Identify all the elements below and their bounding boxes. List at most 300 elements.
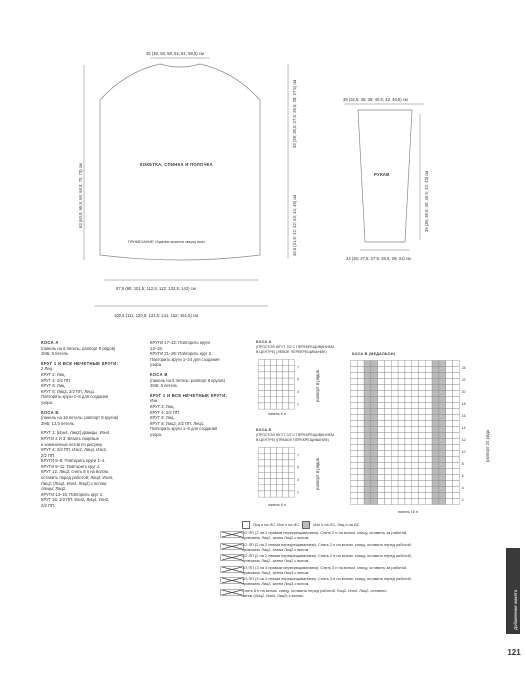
chart-cell	[398, 373, 405, 379]
legend-item-cont: затем (Лиц2, Изн4, Лиц2) с вспом.	[242, 592, 304, 598]
chart-cell	[357, 427, 364, 433]
chart-cell	[398, 493, 405, 499]
chart-cell	[283, 366, 289, 372]
chart-cell	[283, 479, 289, 485]
instruction-line: 2/2 ПП.	[41, 452, 56, 458]
chart-cell	[364, 445, 371, 451]
knit-swatch	[242, 521, 250, 529]
chart-cell	[289, 403, 295, 409]
chart-cell	[405, 475, 412, 481]
row-number: 20	[461, 390, 466, 394]
chart-cell	[351, 379, 358, 385]
chart-cell	[446, 403, 453, 409]
chart-cell	[405, 403, 412, 409]
chart-cell	[453, 379, 460, 385]
chart-cell	[439, 421, 446, 427]
chart-c-grid	[350, 360, 480, 508]
chart-cell	[364, 469, 371, 475]
chart-cell	[371, 439, 378, 445]
chart-cell	[351, 499, 358, 505]
chart-cell	[412, 475, 419, 481]
instruction-line: Повторить круги 1–24 для создания	[150, 356, 220, 362]
chart-cell	[405, 481, 412, 487]
chart-cell	[405, 451, 412, 457]
chart-cell	[453, 361, 460, 367]
chart-a-repeat: раппорт 8 рядов	[315, 370, 320, 402]
chart-cell	[425, 367, 432, 373]
chart-cell	[357, 457, 364, 463]
chart-cell	[432, 451, 439, 457]
chart-cell	[412, 493, 419, 499]
chart-cell	[357, 487, 364, 493]
chart-cell	[446, 367, 453, 373]
chart-cell	[357, 391, 364, 397]
chart-c-panel: панель 16 п	[398, 510, 418, 514]
chart-cell	[357, 469, 364, 475]
chart-cell	[432, 481, 439, 487]
chart-cell	[398, 397, 405, 403]
chart-cell	[439, 385, 446, 391]
chart-cell	[432, 493, 439, 499]
chart-cell	[378, 469, 385, 475]
chart-cell	[364, 451, 371, 457]
legend-item: Снять 6 п на вспом. спицу, оставить перед работой, Лиц2, Изн4, Лиц2, оставить,	[242, 587, 388, 593]
chart-cell	[405, 421, 412, 427]
chart-cell	[289, 360, 295, 366]
chart-cell	[385, 397, 392, 403]
chart-cell	[271, 448, 277, 454]
chart-cell	[385, 493, 392, 499]
chart-cell	[453, 487, 460, 493]
chart-cell	[357, 379, 364, 385]
chart-cell	[391, 451, 398, 457]
chart-cell	[378, 481, 385, 487]
chart-cell	[446, 385, 453, 391]
chart-cell	[385, 451, 392, 457]
chart-cell	[364, 397, 371, 403]
row-number: 7	[297, 453, 299, 458]
chart-cell	[398, 379, 405, 385]
chart-cell	[419, 481, 426, 487]
instruction-line: спицы; Лиц2.	[41, 486, 67, 492]
chart-cell	[378, 397, 385, 403]
chart-cell	[391, 397, 398, 403]
chart-cell	[271, 460, 277, 466]
chart-cell	[439, 439, 446, 445]
chart-cell	[398, 427, 405, 433]
instruction-line: (панель на 6 петель; раппорт 8 кругов)	[150, 377, 225, 383]
chart-cell	[453, 445, 460, 451]
cable-symbol-icon	[220, 589, 244, 596]
chart-cell	[259, 397, 265, 403]
row-number: 1	[297, 402, 299, 407]
chart-cell	[385, 427, 392, 433]
row-number: 12	[461, 438, 466, 442]
chart-cell	[271, 384, 277, 390]
chart-cell	[385, 469, 392, 475]
chart-cell	[419, 445, 426, 451]
instruction-line: оставить перед работой; Лиц2, Изн4,	[41, 475, 114, 481]
chart-b-subtitle-2: В ЦЕНТРЕ) (ПРАВОЕ ПЕРЕКРЕЩИВАНИЕ)	[256, 438, 330, 442]
chart-cell	[364, 439, 371, 445]
chart-a-subtitle-1: (ПРОСТОЙ ЖГУТ 2/2 С ПЕРЕКРЕЩИВАНИЕМ	[256, 345, 334, 349]
chart-cell	[419, 391, 426, 397]
chart-cell	[271, 491, 277, 497]
chart-cell	[283, 384, 289, 390]
chart-cell	[283, 466, 289, 472]
purl-swatch	[302, 521, 310, 529]
chart-cell	[453, 397, 460, 403]
chart-cell	[439, 361, 446, 367]
chart-cell	[398, 385, 405, 391]
chart-cell	[419, 367, 426, 373]
chart-cell	[283, 485, 289, 491]
chart-cell	[283, 397, 289, 403]
chart-cell	[412, 373, 419, 379]
chart-cell	[364, 487, 371, 493]
chart-cell	[419, 397, 426, 403]
chart-cell	[446, 433, 453, 439]
chart-cell	[419, 463, 426, 469]
chart-cell	[425, 481, 432, 487]
chart-cell	[378, 373, 385, 379]
chart-cell	[371, 373, 378, 379]
chart-cell	[265, 466, 271, 472]
chart-cell	[412, 415, 419, 421]
chart-cell	[432, 499, 439, 505]
chart-cell	[385, 409, 392, 415]
chart-cell	[432, 487, 439, 493]
chart-cell	[412, 409, 419, 415]
chart-cell	[357, 361, 364, 367]
chart-cell	[432, 379, 439, 385]
chart-cell	[398, 475, 405, 481]
chart-cell	[259, 479, 265, 485]
row-number: 14	[461, 426, 466, 430]
legend-item-cont: провязать Лиц2, затем Лиц2 с вспом.	[242, 535, 310, 540]
chart-cell	[419, 451, 426, 457]
chart-cell	[453, 481, 460, 487]
chart-cell	[412, 385, 419, 391]
chart-cell	[259, 391, 265, 397]
chart-cell	[357, 415, 364, 421]
chart-cell	[412, 487, 419, 493]
chart-cell	[271, 485, 277, 491]
chart-cell	[277, 384, 283, 390]
chart-cell	[412, 457, 419, 463]
chart-cell	[432, 457, 439, 463]
chart-cell	[271, 391, 277, 397]
chart-cell	[453, 499, 460, 505]
instruction-line: Повторить круги 1–8 для создания	[150, 426, 218, 432]
chart-cell	[371, 409, 378, 415]
chart-cell	[371, 463, 378, 469]
chart-cell	[405, 439, 412, 445]
chart-cell	[277, 366, 283, 372]
chart-cell	[351, 409, 358, 415]
chart-cell	[265, 460, 271, 466]
instruction-line: КРУГ 1: [Изн4, Лиц2] дважды, Изн4.	[41, 430, 111, 436]
instruction-line: КРУГ 2: Лиц.	[150, 403, 175, 409]
chart-cell	[391, 469, 398, 475]
row-number: 7	[297, 365, 299, 370]
chart-cell	[446, 487, 453, 493]
chart-cell	[289, 448, 295, 454]
chart-cell	[419, 439, 426, 445]
direction-note: ПРИМЕЧАНИЕ: Изделие вяжется сверху вниз	[128, 240, 205, 244]
chart-cell	[371, 445, 378, 451]
chart-cell	[385, 445, 392, 451]
chart-cell	[351, 481, 358, 487]
chart-cell	[385, 385, 392, 391]
chart-cell	[405, 373, 412, 379]
chart-cell	[419, 361, 426, 367]
chart-cell	[378, 457, 385, 463]
chart-cell	[364, 409, 371, 415]
chart-cell	[385, 487, 392, 493]
chart-cell	[425, 487, 432, 493]
chart-a-grid	[258, 359, 306, 411]
chart-cell	[432, 367, 439, 373]
chart-cell	[453, 427, 460, 433]
chart-cell	[351, 457, 358, 463]
chart-cell	[405, 463, 412, 469]
chart-cell	[453, 493, 460, 499]
legend-item: 3/3 ПП (3 на 3 правым перекрещиванием): Снять 3 п на вспом. спицу, оставить за работой,	[242, 564, 408, 570]
chart-cell	[439, 397, 446, 403]
instruction-line: КРУГИ 17–22: Повторить круги	[150, 340, 210, 345]
chart-cell	[277, 372, 283, 378]
chart-cell	[385, 367, 392, 373]
chart-cell	[425, 415, 432, 421]
chart-cell	[398, 463, 405, 469]
chart-b-repeat: раппорт 8 рядов	[315, 458, 320, 490]
chart-cell	[419, 403, 426, 409]
chart-cell	[412, 421, 419, 427]
chart-cell	[405, 433, 412, 439]
chart-cell	[289, 391, 295, 397]
chart-cell	[357, 445, 364, 451]
chart-cell	[364, 427, 371, 433]
chart-cell	[398, 391, 405, 397]
section-heading: КРУГ 1 И ВСЕ НЕЧЕТНЫЕ КРУГИ:	[150, 392, 228, 398]
instruction-line: ЗНБ: 12,5 петель	[41, 420, 75, 426]
legend-item-cont: провязать Лиц2, затем Лиц2 с вспом.	[242, 546, 310, 552]
chart-cell	[419, 487, 426, 493]
chart-c-repeat: раппорт 24 ряда	[485, 430, 490, 462]
chart-cell	[432, 439, 439, 445]
chart-cell	[378, 403, 385, 409]
chart-cell	[371, 397, 378, 403]
chart-cell	[265, 403, 271, 409]
chart-cell	[432, 421, 439, 427]
chart-cell	[425, 445, 432, 451]
chart-cell	[446, 439, 453, 445]
chart-cell	[453, 385, 460, 391]
chart-cell	[289, 466, 295, 472]
chart-cell	[289, 454, 295, 460]
chart-cell	[378, 415, 385, 421]
chart-cell	[405, 379, 412, 385]
chart-cell	[371, 415, 378, 421]
chart-cell	[277, 466, 283, 472]
chart-cell	[405, 427, 412, 433]
instruction-line: КРУГ 8: Лиц2, 2/2 ПП, Лиц1.	[41, 388, 96, 394]
chart-cell	[425, 469, 432, 475]
chart-a-title: КОСА А	[256, 340, 272, 344]
row-number: 4	[461, 486, 464, 490]
chart-cell	[385, 433, 392, 439]
chart-cell	[419, 385, 426, 391]
chart-cell	[265, 448, 271, 454]
chart-cell	[412, 367, 419, 373]
cable-symbol-icon	[220, 531, 244, 538]
instruction-line: Изн.	[150, 398, 159, 404]
chart-cell	[283, 491, 289, 497]
chart-cell	[378, 445, 385, 451]
legend-purl: Изн п на ЛС, Лиц п на ИС	[313, 522, 360, 528]
chart-cell	[405, 445, 412, 451]
chart-cell	[432, 385, 439, 391]
chart-cell	[371, 391, 378, 397]
chart-cell	[432, 463, 439, 469]
chart-cell	[259, 384, 265, 390]
chart-cell	[398, 367, 405, 373]
chart-cell	[351, 493, 358, 499]
chart-cell	[439, 403, 446, 409]
chart-cell	[259, 472, 265, 478]
chart-cell	[446, 409, 453, 415]
chart-cell	[265, 491, 271, 497]
chart-cell	[357, 475, 364, 481]
chart-cell	[283, 391, 289, 397]
chart-cell	[277, 485, 283, 491]
chart-cell	[351, 439, 358, 445]
chart-cell	[351, 427, 358, 433]
chart-b-subtitle-1: (ПРОСТОЙ ЖГУТ 2/2 С ПЕРЕКРЕЩИВАНИЕМ	[256, 433, 334, 437]
row-number: 16	[461, 414, 466, 418]
chart-cell	[432, 469, 439, 475]
chart-cell	[446, 379, 453, 385]
row-number: 3	[297, 478, 299, 483]
chart-cell	[425, 421, 432, 427]
chart-cell	[432, 433, 439, 439]
chart-cell	[391, 493, 398, 499]
section-heading: КОСА Б	[41, 409, 59, 415]
chart-cell	[385, 379, 392, 385]
chart-cell	[432, 409, 439, 415]
chart-cell	[412, 361, 419, 367]
chart-cell	[432, 445, 439, 451]
chart-cell	[371, 499, 378, 505]
chart-cell	[357, 367, 364, 373]
chart-cell	[371, 361, 378, 367]
chart-cell	[271, 372, 277, 378]
chart-cell	[371, 421, 378, 427]
chart-cell	[277, 460, 283, 466]
chart-cell	[271, 366, 277, 372]
chart-cell	[378, 487, 385, 493]
chart-cell	[398, 403, 405, 409]
chart-cell	[283, 472, 289, 478]
chart-cell	[453, 373, 460, 379]
side-tab-text: Добавление жакета	[513, 589, 518, 630]
chart-cell	[271, 360, 277, 366]
legend-item: 2/2 ЛП (2 на 2 левым перекрещиванием): Снять 2 п на вспом. спицу, оставить перед работой,	[242, 541, 412, 547]
chart-cell	[378, 385, 385, 391]
chart-cell	[412, 481, 419, 487]
chart-cell	[378, 367, 385, 373]
chart-cell	[439, 427, 446, 433]
chart-cell	[446, 493, 453, 499]
chart-cell	[432, 427, 439, 433]
chart-cell	[439, 373, 446, 379]
chart-cell	[265, 360, 271, 366]
chart-cell	[351, 421, 358, 427]
chart-cell	[378, 409, 385, 415]
chart-cell	[412, 499, 419, 505]
chart-cell	[385, 457, 392, 463]
chart-cell	[265, 372, 271, 378]
chart-cell	[351, 373, 358, 379]
chart-cell	[412, 445, 419, 451]
chart-cell	[412, 403, 419, 409]
chart-cell	[446, 475, 453, 481]
chart-cell	[398, 457, 405, 463]
instruction-line: КРУГИ 9–11: Повторить круг 2.	[41, 463, 101, 469]
legend-item: 2/2 ЛП (2 на 2 левым перекрещиванием): Снять 2 п на вспом. спицу, оставить перед работой,	[242, 553, 412, 558]
chart-cell	[351, 463, 358, 469]
instruction-line: ЗНБ: 5 петель	[41, 351, 69, 357]
chart-cell	[265, 485, 271, 491]
chart-cell	[357, 433, 364, 439]
chart-cell	[405, 391, 412, 397]
chart-cell	[453, 457, 460, 463]
chart-cell	[412, 391, 419, 397]
chart-cell	[453, 463, 460, 469]
chart-cell	[391, 475, 398, 481]
instruction-line: Повторять круги 1–8 для создания	[41, 394, 109, 400]
chart-cell	[385, 475, 392, 481]
chart-cell	[283, 378, 289, 384]
chart-cell	[419, 433, 426, 439]
instruction-line: (панель на 16 петель; раппорт 8 кругов)	[41, 415, 119, 421]
chart-cell	[439, 481, 446, 487]
chart-cell	[283, 403, 289, 409]
instruction-line: КРУГ 2: Лиц.	[41, 371, 66, 377]
chart-cell	[405, 469, 412, 475]
chart-cell	[446, 451, 453, 457]
instruction-line: 13–18.	[150, 345, 163, 351]
section-heading: КОСА В	[150, 371, 168, 377]
chart-cell	[412, 469, 419, 475]
chart-cell	[419, 421, 426, 427]
chart-cell	[385, 415, 392, 421]
legend-knit: Лиц п на ЛС, Изн п на ИС	[253, 522, 300, 528]
instruction-line: 2/2 ПП.	[41, 503, 56, 509]
chart-cell	[357, 463, 364, 469]
cable-symbol-icon	[220, 577, 244, 584]
chart-cell	[289, 372, 295, 378]
chart-cell	[378, 475, 385, 481]
chart-cell	[351, 397, 358, 403]
chart-cell	[357, 439, 364, 445]
chart-cell	[453, 439, 460, 445]
chart-cell	[289, 460, 295, 466]
instruction-line: КРУГ 16: 2/2 ПП, Изн2, Лиц4, Изн2,	[41, 497, 110, 503]
chart-cell	[277, 391, 283, 397]
chart-cell	[412, 397, 419, 403]
